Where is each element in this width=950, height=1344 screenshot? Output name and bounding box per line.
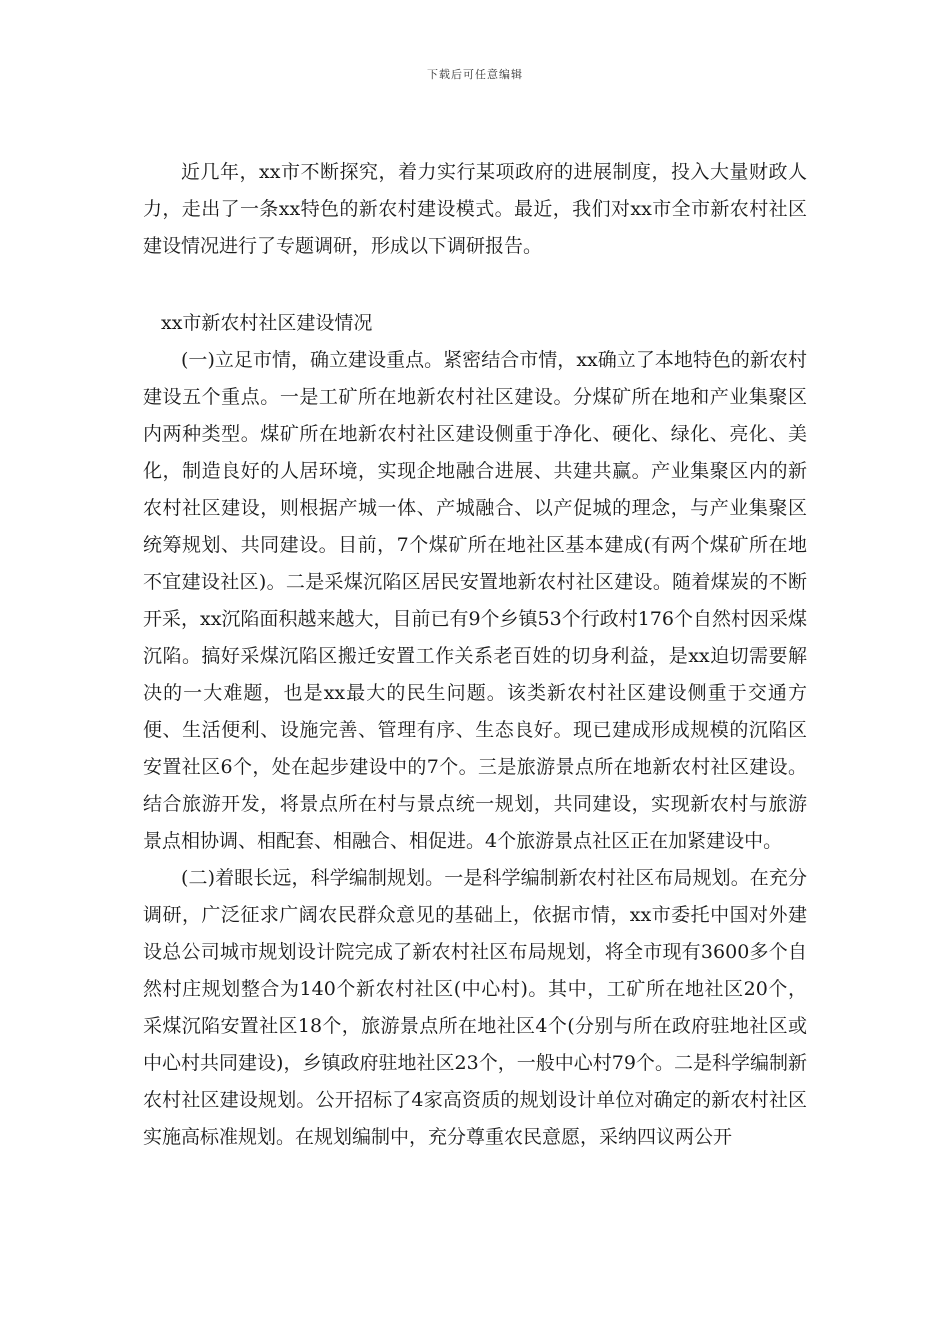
- page-header: 下载后可任意编辑: [427, 68, 523, 81]
- section-title: xx市新农村社区建设情况: [161, 312, 373, 334]
- body-paragraph: (二)着眼长远，科学编制规划。一是科学编制新农村社区布局规划。在充分调研，广泛征求广阔农民群众意见的基础上，依据市情，xx市委托中国对外建设总公司城市规划设计院完成了新农村社区布局规划，将全市现有3600多个自然村庄规划整合为140个新农村社区(中心村)。其中，工矿所在地社区20个，采煤沉陷安置社区18个，旅游景点所在地社区4个(分别与所在政府驻地社区或中心村共同建设)，乡镇政府驻地社区23个，一般中心村79个。二是科学编制新农村社区建设规划。公开招标了4家高资质的规划设计单位对确定的新农村社区实施高标准规划。在规划编制中，充分尊重农民意愿，采纳四议两公开: [143, 867, 807, 1148]
- body-paragraph: (一)立足市情，确立建设重点。紧密结合市情，xx确立了本地特色的新农村建设五个重点。一是工矿所在地新农村社区建设。分煤矿所在地和产业集聚区内两种类型。煤矿所在地新农村社区建设侧重于净化、硬化、绿化、亮化、美化，制造良好的人居环境，实现企地融合进展、共建共赢。产业集聚区内的新农村社区建设，则根据产城一体、产城融合、以产促城的理念，与产业集聚区统筹规划、共同建设。目前，7个煤矿所在地社区基本建成(有两个煤矿所在地不宜建设社区)。二是采煤沉陷区居民安置地新农村社区建设。随着煤炭的不断开采，xx沉陷面积越来越大，目前已有9个乡镇53个行政村176个自然村因采煤沉陷。搞好采煤沉陷区搬迁安置工作关系老百姓的切身利益，是xx迫切需要解决的一大难题，也是xx最大的民生问题。该类新农村社区建设侧重于交通方便、生活便利、设施完善、管理有序、生态良好。现已建成形成规模的沉陷区安置社区6个，处在起步建设中的7个。三是旅游景点所在地新农村社区建设。结合旅游开发，将景点所在村与景点统一规划，共同建设，实现新农村与旅游景点相协调、相配套、相融合、相促进。4个旅游景点社区正在加紧建设中。: [143, 349, 807, 852]
- document-body: [143, 154, 807, 1156]
- intro-paragraph: 近几年，xx市不断探究，着力实行某项政府的进展制度，投入大量财政人力，走出了一条xx特色的新农村建设模式。最近，我们对xx市全市新农村社区建设情况进行了专题调研，形成以下调研报告。: [143, 161, 807, 257]
